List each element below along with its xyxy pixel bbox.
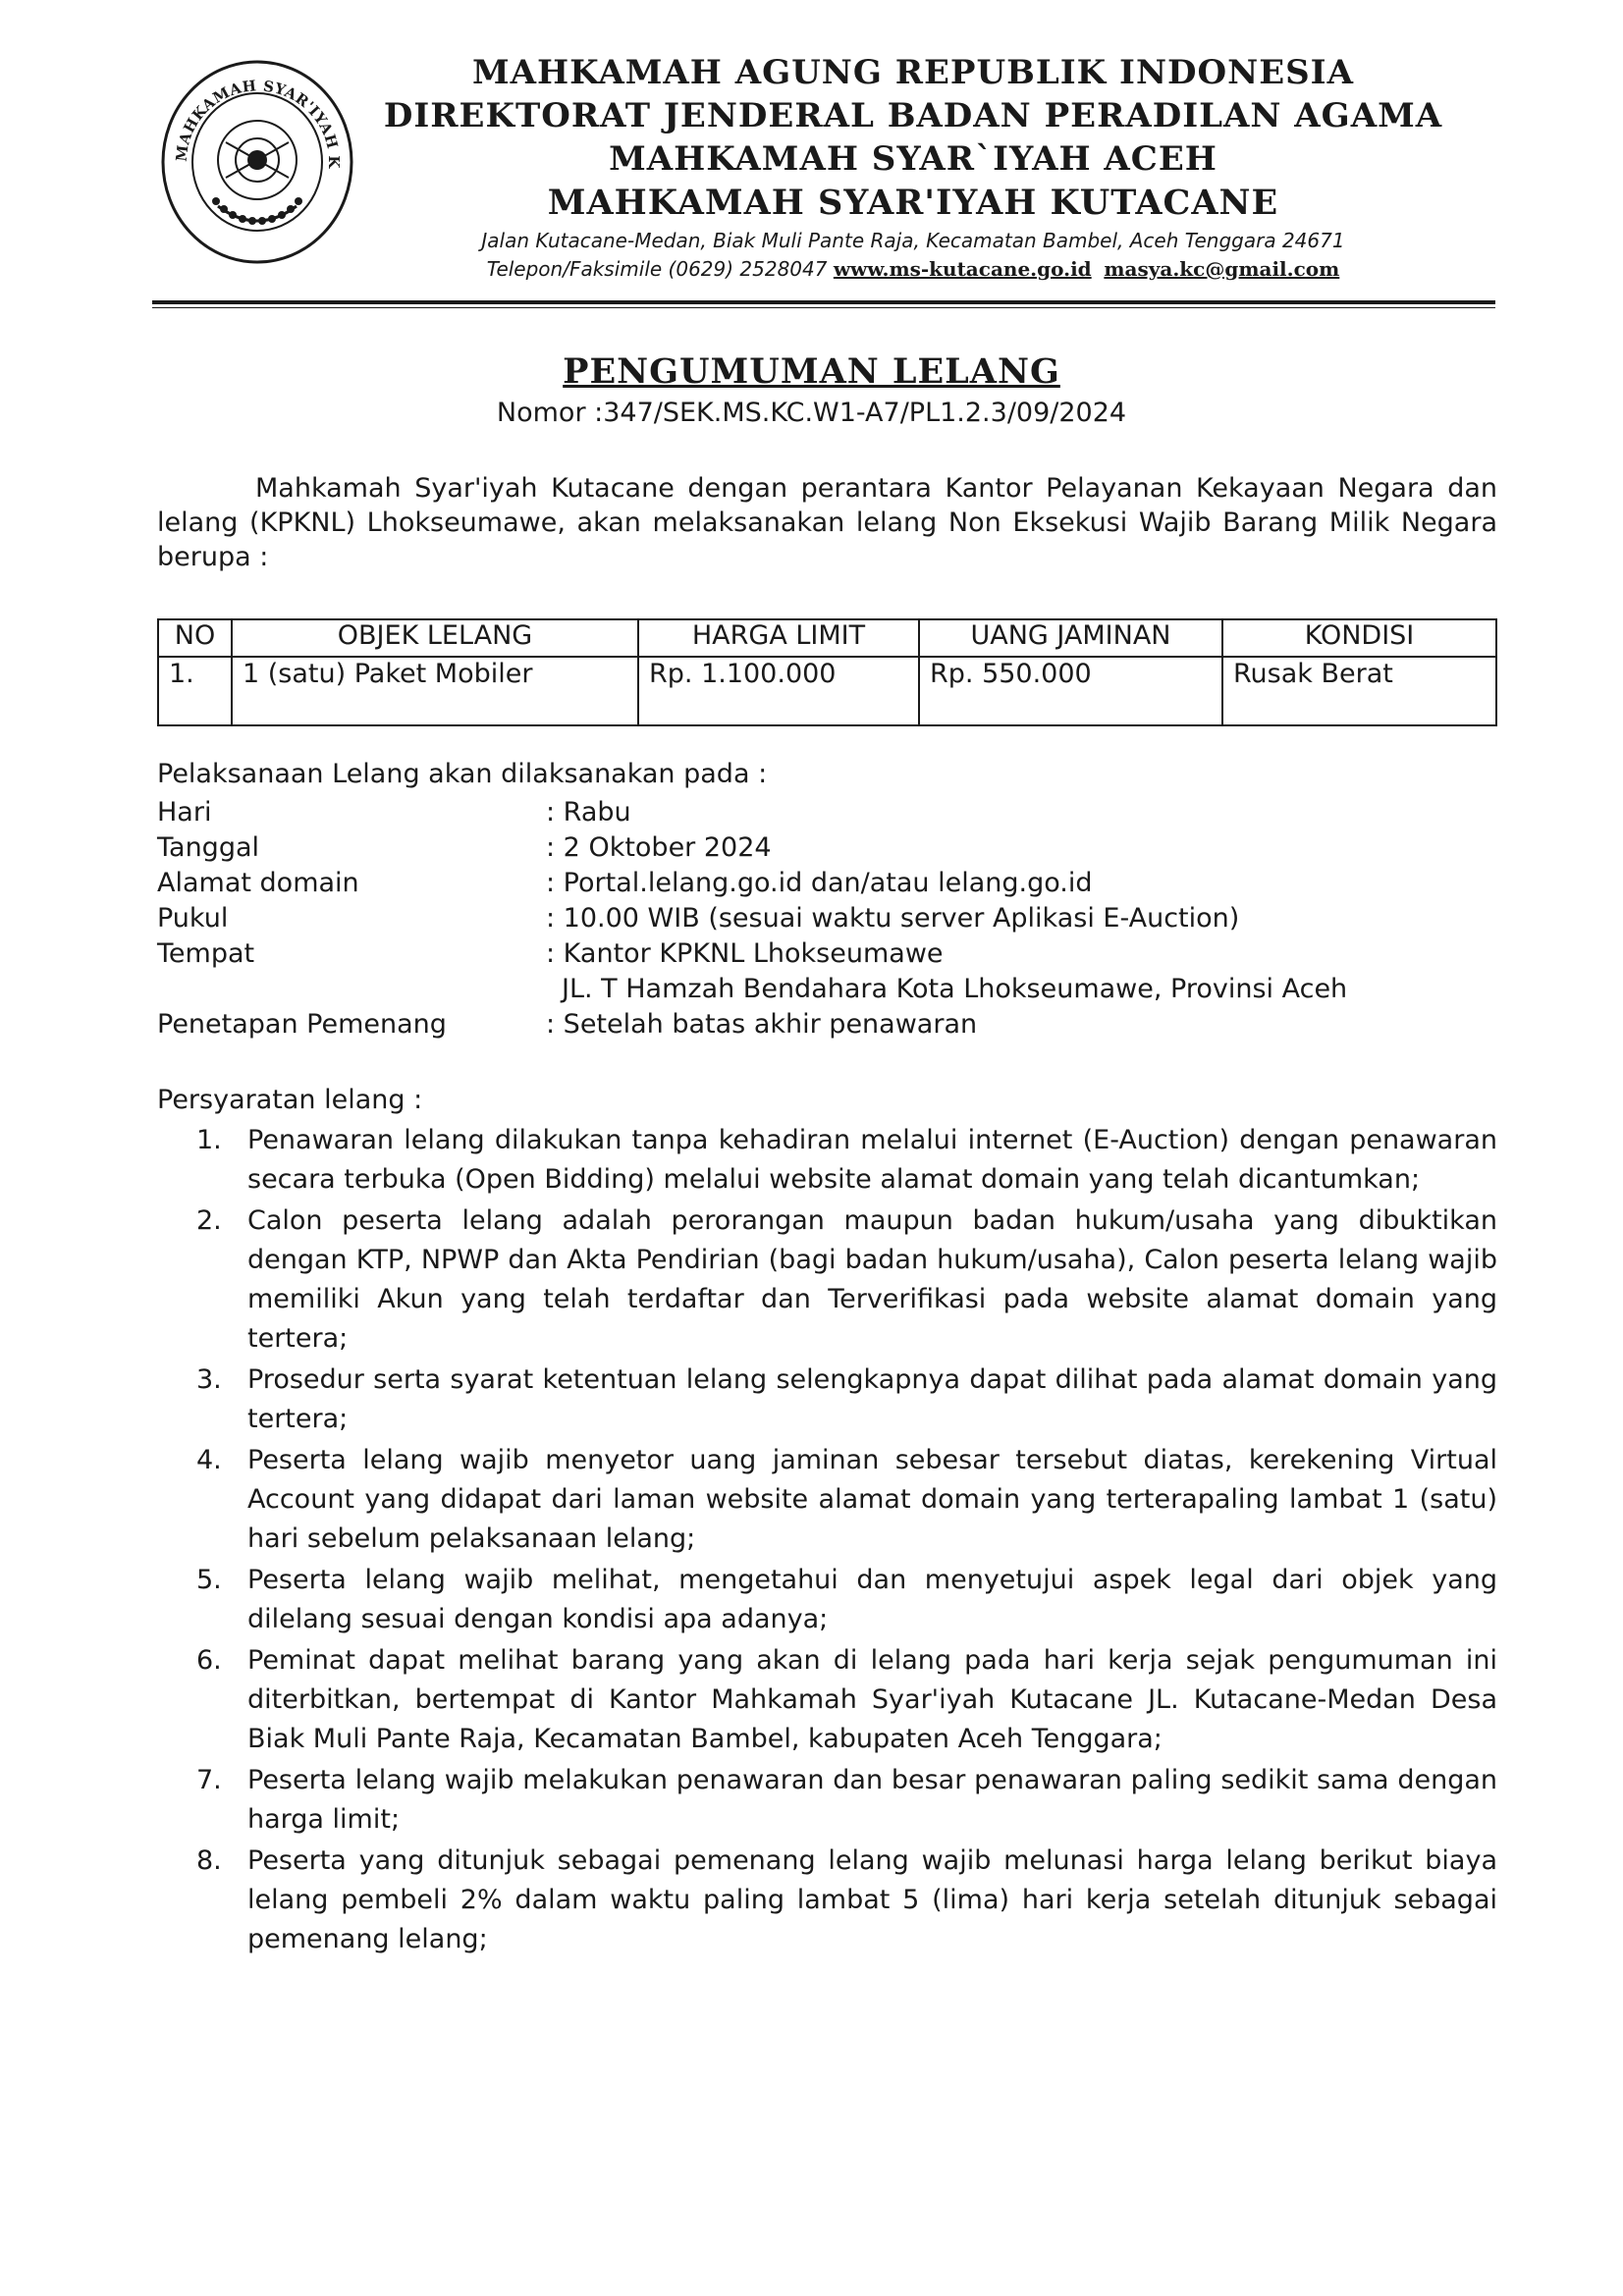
list-item: [196, 1201, 1497, 1359]
table-header-row: [158, 619, 1496, 657]
header-harga-limit: HARGA LIMIT: [638, 619, 919, 657]
schedule-value: JL. T Hamzah Bendahara Kota Lhokseumawe, Provinsi Aceh: [562, 974, 1348, 1004]
svg-text:MAHKAMAH SYAR'IYAH KUTACANE: MAHKAMAH SYAR'IYAH K: [172, 77, 344, 169]
list-item: [196, 1121, 1497, 1200]
letterhead-line-3: MAHKAMAH SYAR`IYAH ACEH: [609, 139, 1217, 179]
item-number: 6.: [196, 1645, 222, 1676]
schedule-value: : Rabu: [546, 797, 631, 828]
header-kondisi: KONDISI: [1222, 619, 1496, 657]
cell-uang-jaminan: Rp. 550.000: [919, 657, 1222, 725]
requirements-lead: Persyaratan lelang :: [157, 1085, 423, 1115]
email-link[interactable]: masya.kc@gmail.com: [1104, 257, 1340, 281]
schedule-label: Alamat domain: [157, 868, 359, 898]
schedule-row-hari: [157, 795, 1532, 830]
schedule-value: : Portal.lelang.go.id dan/atau lelang.go.id: [546, 868, 1093, 898]
letterhead-address: Jalan Kutacane-Medan, Biak Muli Pante Raja, Kecamatan Bambel, Aceh Tenggara 24671: [481, 229, 1345, 252]
cell-kondisi: Rusak Berat: [1222, 657, 1496, 725]
schedule-label: Hari: [157, 797, 212, 828]
schedule-row-pukul: [157, 901, 1532, 936]
schedule-value: : 2 Oktober 2024: [546, 832, 772, 863]
schedule-value: : Kantor KPKNL Lhokseumawe: [546, 938, 944, 969]
header-uang-jaminan: UANG JAMINAN: [919, 619, 1222, 657]
schedule-label: Penetapan Pemenang: [157, 1009, 447, 1040]
list-item: [196, 1561, 1497, 1639]
court-seal-icon: [157, 54, 358, 265]
schedule-lead: Pelaksanaan Lelang akan dilaksanakan pada :: [157, 759, 768, 789]
cell-no: 1.: [158, 657, 232, 725]
court-seal-logo: [157, 54, 358, 265]
schedule-label: Tempat: [157, 938, 255, 969]
letterhead-line-4: MAHKAMAH SYAR'IYAH KUTACANE: [547, 183, 1279, 223]
header-objek: OBJEK LELANG: [232, 619, 638, 657]
item-text: Peserta lelang wajib melihat, mengetahui dan menyetujui aspek legal dari objek yang dilelang sesuai dengan kondisi apa adanya;: [247, 1565, 1497, 1634]
schedule-row-tempat: [157, 936, 1532, 972]
schedule-label: Pukul: [157, 903, 229, 934]
table-row: [158, 657, 1496, 725]
cell-objek: 1 (satu) Paket Mobiler: [232, 657, 638, 725]
item-text: Calon peserta lelang adalah perorangan maupun badan hukum/usaha yang dibuktikan dengan KTP, NPWP dan Akta Pendirian (bagi badan hukum/usaha), Calon peserta lelang wajib memiliki Akun yang telah terdaftar dan Terverifikasi pada website alamat domain yang tertera;: [247, 1205, 1497, 1354]
list-item: [196, 1641, 1497, 1759]
letterhead-contact: [358, 255, 1468, 283]
schedule-row-pemenang: [157, 1007, 1532, 1042]
item-text: Peserta lelang wajib menyetor uang jaminan sebesar tersebut diatas, kerekening Virtual Account yang didapat dari laman website alamat domain yang terterapaling lambat 1 (satu) hari sebelum pelaksanaan lelang;: [247, 1445, 1497, 1554]
letterhead-line-2: DIREKTORAT JENDERAL BADAN PERADILAN AGAMA: [383, 96, 1443, 135]
letterhead-line-1: MAHKAMAH AGUNG REPUBLIK INDONESIA: [472, 53, 1354, 92]
schedule-row-domain: [157, 866, 1532, 901]
document-number: Nomor :347/SEK.MS.KC.W1-A7/PL1.2.3/09/2024: [496, 398, 1127, 428]
item-text: Penawaran lelang dilakukan tanpa kehadiran melalui internet (E-Auction) dengan penawaran secara terbuka (Open Bidding) melalui website alamat domain yang telah dicantumkan;: [247, 1125, 1497, 1195]
schedule-label: [157, 972, 546, 1007]
schedule-row-tanggal: [157, 830, 1532, 866]
item-text: Prosedur serta syarat ketentuan lelang selengkapnya dapat dilihat pada alamat domain yang tertera;: [247, 1364, 1497, 1434]
requirements-list: [196, 1121, 1497, 1959]
list-item: [196, 1361, 1497, 1439]
document-title: PENGUMUMAN LELANG: [563, 351, 1060, 392]
schedule-list: [157, 795, 1532, 1042]
item-number: 7.: [196, 1765, 222, 1795]
cell-harga-limit: Rp. 1.100.000: [638, 657, 919, 725]
list-item: [196, 1842, 1497, 1959]
letterhead-rule-thin: [152, 307, 1495, 308]
item-text: Peserta lelang wajib melakukan penawaran dan besar penawaran paling sedikit sama dengan harga limit;: [247, 1765, 1497, 1835]
website-link[interactable]: www.ms-kutacane.go.id: [833, 257, 1092, 281]
item-number: 1.: [196, 1125, 222, 1155]
schedule-label: Tanggal: [157, 832, 260, 863]
list-item: [196, 1761, 1497, 1840]
item-number: 2.: [196, 1205, 222, 1236]
list-item: [196, 1441, 1497, 1559]
letterhead: [358, 51, 1468, 283]
item-text: Peserta yang ditunjuk sebagai pemenang lelang wajib melunasi harga lelang berikut biaya lelang pembeli 2% dalam waktu paling lambat 5 (lima) hari kerja setelah ditunjuk sebagai pemenang lelang;: [247, 1845, 1497, 1954]
item-number: 4.: [196, 1445, 222, 1475]
item-number: 8.: [196, 1845, 222, 1876]
schedule-value: : 10.00 WIB (sesuai waktu server Aplikasi E-Auction): [546, 903, 1240, 934]
item-number: 5.: [196, 1565, 222, 1595]
header-no: NO: [158, 619, 232, 657]
schedule-row-tempat-detail: [157, 972, 1532, 1007]
schedule-value: : Setelah batas akhir penawaran: [546, 1009, 978, 1040]
letterhead-rule-thick: [152, 300, 1495, 304]
item-number: 3.: [196, 1364, 222, 1395]
item-text: Peminat dapat melihat barang yang akan di lelang pada hari kerja sejak pengumuman ini diterbitkan, bertempat di Kantor Mahkamah Syar'iyah Kutacane JL. Kutacane-Medan Desa Biak Muli Pante Raja, Kecamatan Bambel, kabupaten Aceh Tenggara;: [247, 1645, 1497, 1754]
letterhead-phone: Telepon/Faksimile (0629) 2528047: [486, 257, 828, 281]
auction-object-table: [157, 618, 1497, 726]
intro-paragraph: Mahkamah Syar'iyah Kutacane dengan perantara Kantor Pelayanan Kekayaan Negara dan lelang (KPKNL) Lhokseumawe, akan melaksanakan lelang Non Eksekusi Wajib Barang Milik Negara berupa :: [157, 473, 1497, 572]
